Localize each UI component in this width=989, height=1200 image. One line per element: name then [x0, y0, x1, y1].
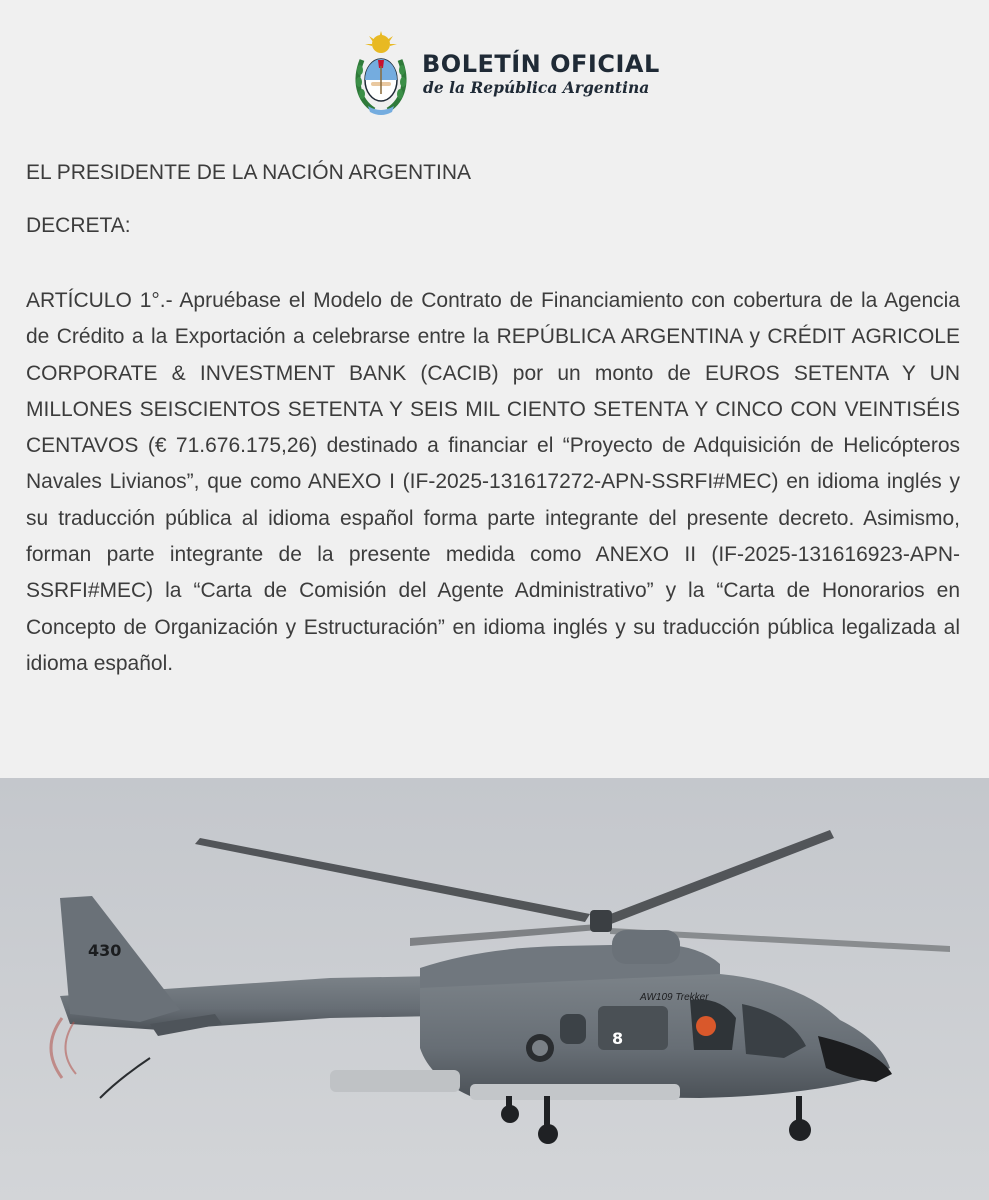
brand-block — [422, 50, 660, 98]
side-window — [560, 1014, 586, 1044]
rotor-hub — [590, 910, 612, 932]
argentina-coat-of-arms-icon — [352, 30, 410, 118]
decree-heading: EL PRESIDENTE DE LA NACIÓN ARGENTINA — [26, 161, 471, 184]
float-bag-rear — [330, 1070, 460, 1092]
cabin-door-window — [598, 1006, 668, 1050]
boletin-oficial-header[interactable] — [352, 28, 660, 120]
door-number: 8 — [612, 1029, 624, 1048]
float-bag — [470, 1084, 680, 1100]
decreta-label: DECRETA: — [26, 214, 131, 237]
tail-number: 430 — [88, 941, 122, 960]
helicopter-illustration — [0, 778, 989, 1200]
helicopter-photo — [0, 778, 989, 1200]
article-1-paragraph: ARTÍCULO 1°.- Apruébase el Modelo de Contrato de Financiamiento con cobertura de la Agencia de Crédito a la Exportación a celebrarse entre la REPÚBLICA ARGENTINA y CRÉDIT AGRICOLE CORPORATE & INVESTMENT BANK (CACIB) por un monto de EUROS SETENTA Y UN MILLONES SEISCIENTOS SETENTA Y SEIS MIL CIENTO SETENTA Y CINCO CON VEINTISÉIS CENTAVOS (€ 71.676.175,26) destinado a financiar el “Proyecto de Adquisición de Helicópteros Navales Livianos”, que como ANEXO I (IF-2025-131617272-APN-SSRFI#MEC) en idioma inglés y su traducción pública al idioma español forma parte integrante del presente decreto. Asimismo, forman parte integrante de la presente medida como ANEXO II (IF-2025-131616923-APN-SSRFI#MEC) la “Carta de Comisión del Agente Administrativo” y la “Carta de Honorarios en Concepto de Organización y Estructuración” en idioma inglés y su traducción pública legalizada al idioma español. — [26, 289, 960, 675]
model-marking: AW109 Trekker — [640, 992, 709, 1003]
brand-subtitle: de la República Argentina — [423, 78, 650, 97]
brand-title: BOLETÍN OFICIAL — [422, 50, 660, 78]
pilot-helmet — [696, 1016, 716, 1036]
radome — [612, 930, 680, 964]
